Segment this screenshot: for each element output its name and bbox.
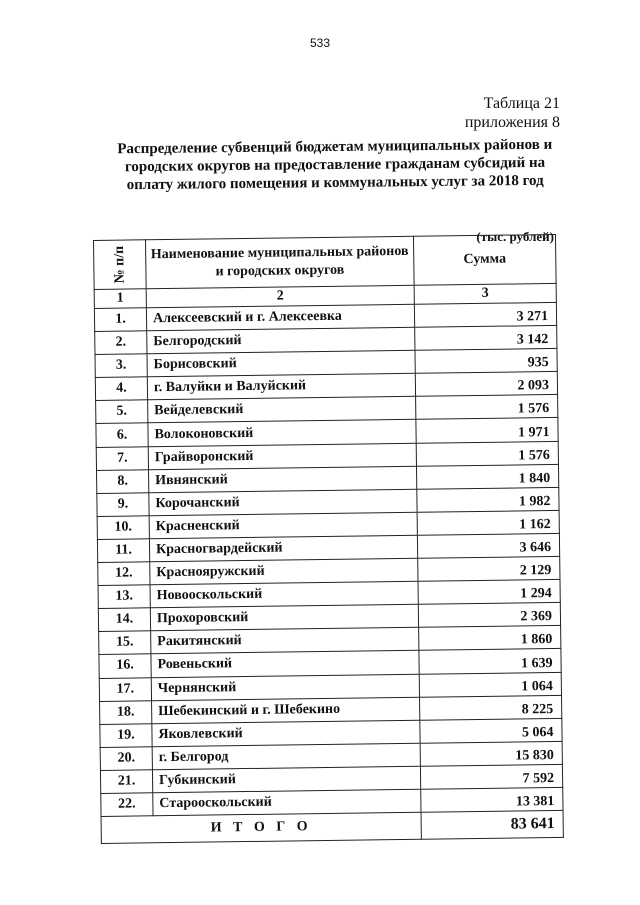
row-number: 20.	[100, 747, 152, 771]
row-name: г. Белгород	[152, 743, 420, 770]
total-sum: 83 641	[421, 810, 563, 839]
row-name: Грайворонский	[148, 443, 416, 470]
row-number: 21.	[100, 770, 152, 794]
row-name: Краснояружский	[150, 558, 418, 585]
row-number: 11.	[97, 539, 149, 563]
row-number: 3.	[95, 354, 147, 378]
header-num	[94, 240, 147, 290]
column-index-1: 1	[94, 289, 146, 309]
row-number: 22.	[101, 793, 153, 817]
row-name: г. Валуйки и Валуйский	[147, 374, 415, 401]
column-index-2: 2	[146, 285, 414, 308]
row-sum: 3 142	[415, 326, 557, 351]
row-sum: 1 639	[419, 649, 561, 674]
row-sum: 1 576	[416, 395, 558, 420]
distribution-table-wrapper	[93, 234, 563, 844]
row-sum: 1 294	[418, 580, 560, 605]
row-name: Красногвардейский	[149, 535, 417, 562]
row-sum: 1 860	[419, 626, 561, 651]
row-sum: 2 129	[418, 556, 560, 581]
row-name: Красненский	[149, 512, 417, 539]
row-sum: 3 271	[414, 302, 556, 327]
row-sum: 15 830	[420, 741, 562, 766]
row-sum: 1 982	[417, 487, 559, 512]
row-sum: 1 840	[416, 464, 558, 489]
row-sum: 5 064	[420, 718, 562, 743]
row-number: 4.	[95, 377, 147, 401]
row-number: 7.	[96, 446, 148, 470]
row-sum: 13 381	[421, 787, 563, 812]
row-sum: 1 064	[419, 672, 561, 697]
document-title: Распределение субвенций бюджетам муниципальных районов и городских округов на предоставление гражданам субсидий на оплату жилого помещения и коммунальных услуг за 2018 год	[117, 136, 553, 194]
row-sum: 1 162	[417, 510, 559, 535]
row-sum: 1 971	[416, 418, 558, 443]
row-name: Ровеньский	[151, 651, 419, 678]
header-name: Наименование муниципальных районов и городских округов	[146, 236, 415, 289]
table-body	[94, 302, 563, 816]
row-name: Губкинский	[152, 766, 420, 793]
row-number: 5.	[96, 400, 148, 424]
row-number: 12.	[98, 562, 150, 586]
row-sum: 7 592	[420, 764, 562, 789]
header-row	[94, 234, 557, 289]
page-number: 533	[309, 36, 331, 50]
row-name: Борисовский	[147, 350, 415, 377]
column-index-3: 3	[414, 283, 556, 304]
row-name: Белгородский	[147, 327, 415, 354]
row-number: 10.	[97, 516, 149, 540]
row-name: Чернянский	[151, 674, 419, 701]
row-number: 14.	[98, 608, 150, 632]
table-ref-line2: приложения 8	[464, 114, 560, 131]
row-name: Ракитянский	[151, 628, 419, 655]
row-name: Яковлевский	[152, 720, 420, 747]
row-number: 6.	[96, 423, 148, 447]
row-number: 16.	[99, 654, 151, 678]
table-ref-line1: Таблица 21	[483, 95, 560, 112]
row-number: 19.	[100, 723, 152, 747]
row-number: 2.	[95, 331, 147, 355]
row-name: Шебекинский и г. Шебекино	[152, 697, 420, 724]
row-name: Старооскольский	[153, 789, 421, 816]
row-name: Вейделевский	[148, 397, 416, 424]
row-sum: 3 646	[417, 533, 559, 558]
row-number: 9.	[97, 493, 149, 517]
row-number: 17.	[99, 677, 151, 701]
header-num-label: № п/п	[111, 245, 128, 284]
row-name: Новооскольский	[150, 581, 418, 608]
row-number: 13.	[98, 585, 150, 609]
row-sum: 2 369	[418, 603, 560, 628]
row-number: 15.	[99, 631, 151, 655]
row-sum: 8 225	[420, 695, 562, 720]
units-label: (тыс. рублей)	[476, 229, 554, 244]
distribution-table	[93, 234, 564, 844]
row-name: Ивнянский	[149, 466, 417, 493]
row-name: Прохоровский	[150, 604, 418, 631]
row-name: Волоконовский	[148, 420, 416, 447]
table-reference	[465, 94, 560, 132]
row-sum: 1 576	[416, 441, 558, 466]
row-name: Алексеевский и г. Алексеевка	[146, 304, 414, 331]
row-number: 18.	[100, 700, 152, 724]
row-number: 8.	[97, 469, 149, 493]
row-sum: 2 093	[415, 372, 557, 397]
row-name: Корочанский	[149, 489, 417, 516]
header-sum: Сумма	[413, 234, 556, 285]
row-sum: 935	[415, 349, 557, 374]
total-row	[101, 810, 563, 843]
total-label: И Т О Г О	[101, 812, 421, 843]
row-number: 1.	[94, 308, 146, 332]
